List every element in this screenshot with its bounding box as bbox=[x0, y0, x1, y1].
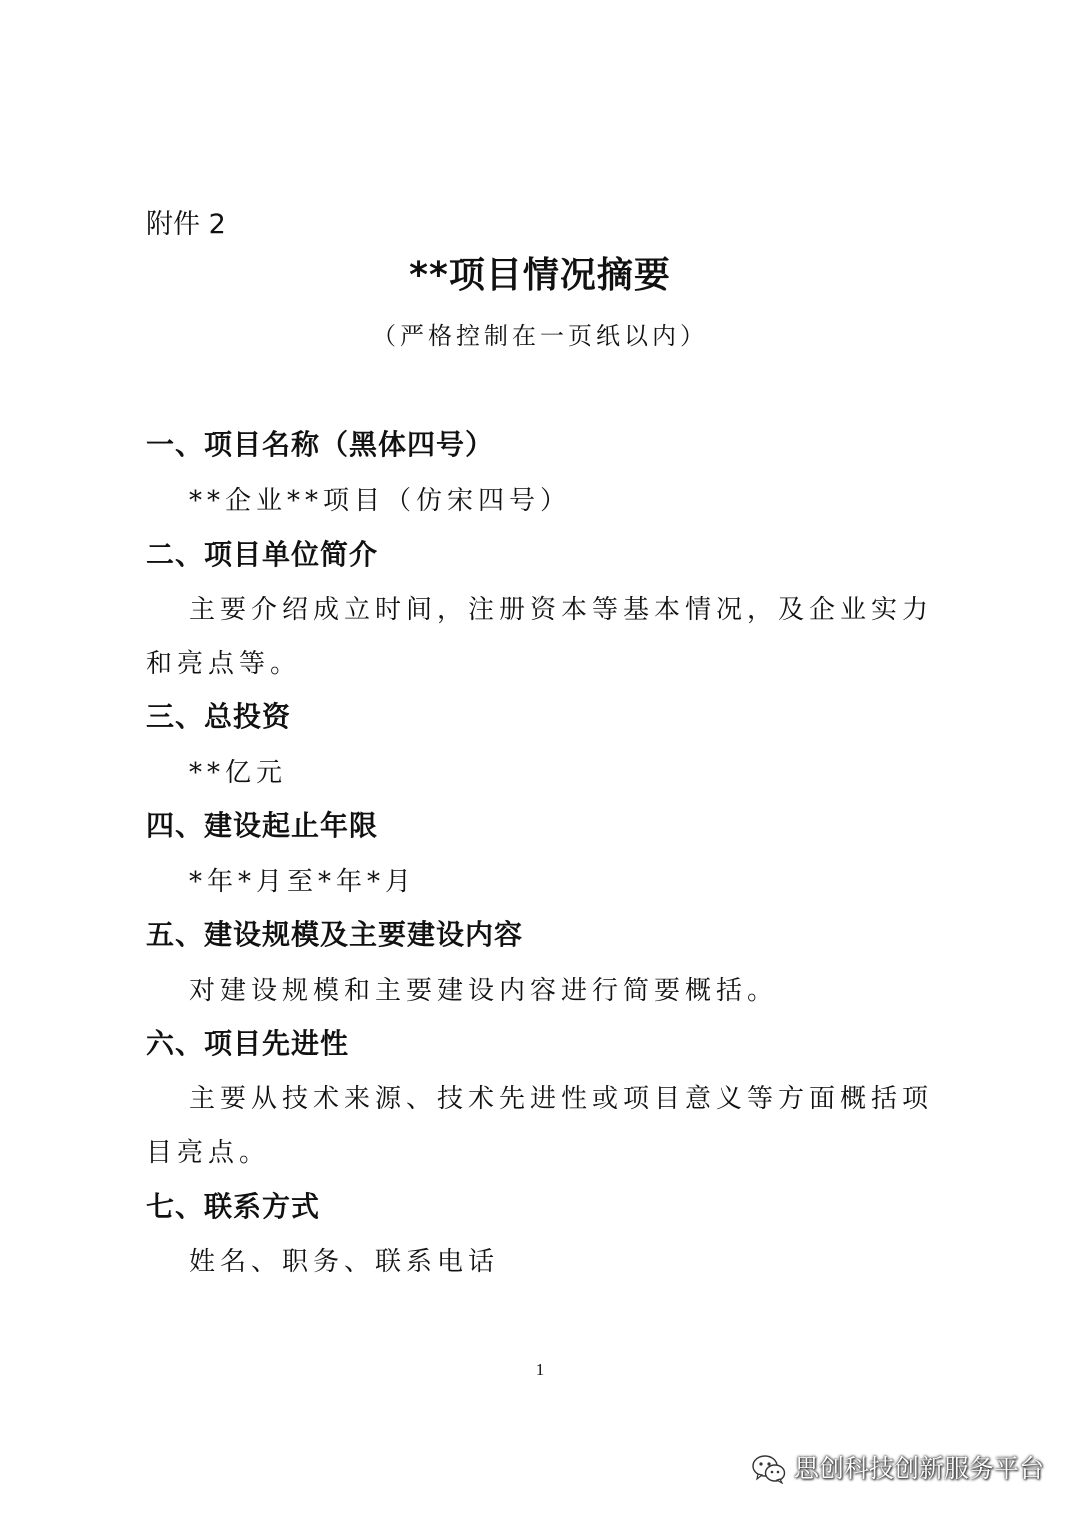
section-body-advancement: 主要从技术来源、技术先进性或项目意义等方面概括项目亮点。 bbox=[146, 1084, 934, 1168]
watermark bbox=[752, 1447, 1044, 1491]
attachment-label: 附件 2 bbox=[146, 209, 226, 240]
page-number: 1 bbox=[535, 1360, 545, 1379]
section-body-construction-period: *年*月至*年*月 bbox=[189, 867, 417, 897]
document-subtitle: （严格控制在一页纸以内） bbox=[372, 322, 708, 350]
wechat-icon bbox=[752, 1454, 786, 1484]
section-body-unit-intro: 主要介绍成立时间，注册资本等基本情况，及企业实力和亮点等。 bbox=[146, 595, 934, 679]
document-title: **项目情况摘要 bbox=[409, 255, 671, 296]
section-heading-contact: 七、联系方式 bbox=[146, 1190, 321, 1223]
section-heading-project-name: 一、项目名称（黑体四号） bbox=[146, 428, 495, 461]
watermark-text: 思创科技创新服务平台 bbox=[793, 1454, 1044, 1483]
section-heading-construction-scale: 五、建设规模及主要建设内容 bbox=[146, 918, 524, 951]
section-heading-unit-intro: 二、项目单位简介 bbox=[146, 538, 379, 571]
section-body-contact: 姓名、职务、联系电话 bbox=[189, 1247, 500, 1277]
section-heading-construction-period: 四、建设起止年限 bbox=[146, 809, 379, 842]
section-heading-total-investment: 三、总投资 bbox=[146, 700, 292, 733]
section-body-construction-scale: 对建设规模和主要建设内容进行简要概括。 bbox=[189, 976, 779, 1006]
section-heading-advancement: 六、项目先进性 bbox=[146, 1027, 350, 1060]
section-body-total-investment: **亿元 bbox=[189, 758, 288, 788]
section-body-project-name: **企业**项目（仿宋四号） bbox=[189, 486, 572, 516]
